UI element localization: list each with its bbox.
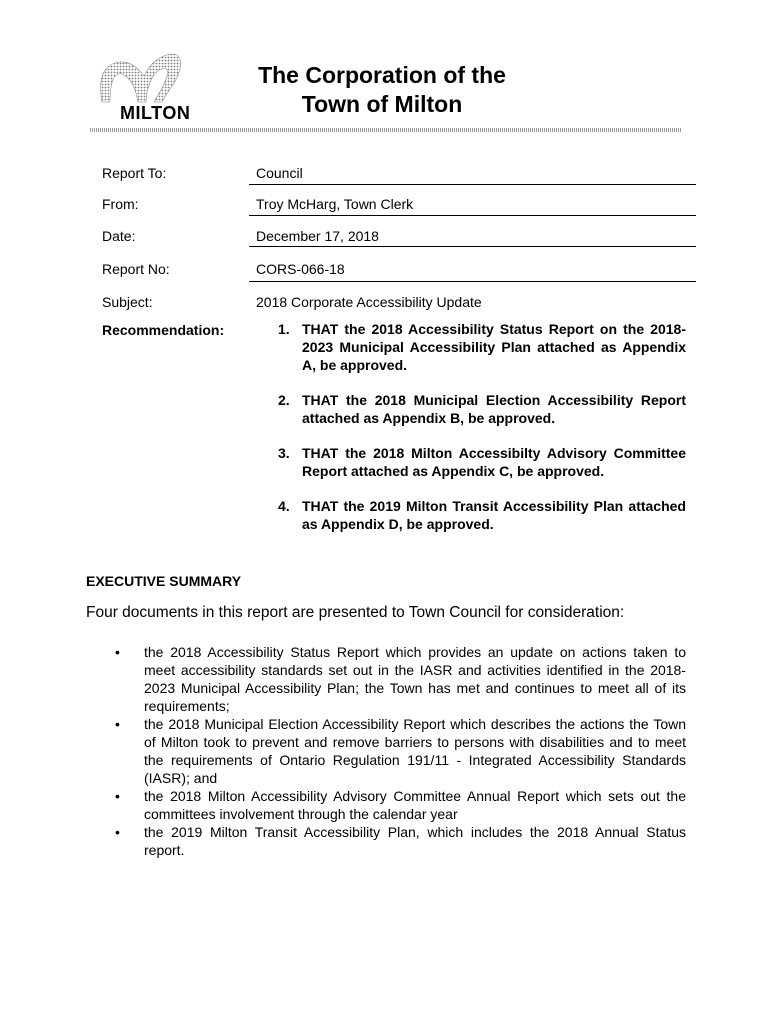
title-line-2: Town of Milton — [301, 91, 463, 117]
recommendation-number: 2. — [278, 392, 290, 408]
list-item-text: the 2019 Milton Transit Accessibility Plan, which includes the 2018 Annual Status report. — [144, 824, 686, 858]
from-label: From: — [102, 196, 139, 212]
date-value: December 17, 2018 — [256, 228, 379, 244]
report-no-label: Report No: — [102, 261, 170, 277]
report-to-value: Council — [256, 165, 303, 181]
recommendation-item — [278, 497, 686, 533]
bullet-icon: • — [115, 716, 120, 732]
recommendation-item — [278, 320, 686, 374]
executive-summary-list — [115, 643, 686, 859]
list-item-text: the 2018 Accessibility Status Report which provides an update on actions taken to meet accessibility standards set out in the IASR and activities identified in the 2018-2023 Municipal Accessibility Plan; the Town has met and continues to meet all of its requirements; — [144, 644, 686, 714]
recommendation-text: THAT the 2018 Municipal Election Accessibility Report attached as Appendix B, be approved. — [302, 392, 686, 426]
field-divider — [249, 281, 696, 282]
list-item-text: the 2018 Municipal Election Accessibility Report which describes the actions the Town of Milton took to prevent and remove barriers to persons with disabilities and to meet the requirements of Ontario Regulation 191/11 - Integrated Accessibility Standards (IASR); and — [144, 716, 686, 786]
recommendation-text: THAT the 2018 Milton Accessibilty Advisory Committee Report attached as Appendix C, be approved. — [302, 445, 686, 479]
report-to-label: Report To: — [102, 165, 167, 181]
field-divider — [249, 215, 696, 216]
title-line-1: The Corporation of the — [258, 62, 506, 88]
recommendation-number: 1. — [278, 321, 290, 337]
bullet-icon: • — [115, 644, 120, 660]
recommendation-number: 4. — [278, 498, 290, 514]
header-divider — [90, 128, 681, 132]
bullet-icon: • — [115, 788, 120, 804]
recommendation-item — [278, 444, 686, 480]
field-divider — [249, 184, 696, 185]
executive-summary-intro: Four documents in this report are presented to Town Council for consideration: — [86, 604, 625, 621]
subject-value: 2018 Corporate Accessibility Update — [256, 294, 482, 310]
list-item — [115, 715, 686, 787]
list-item-text: the 2018 Milton Accessibility Advisory Committee Annual Report which sets out the committees involvement through the calendar year — [144, 788, 686, 822]
subject-label: Subject: — [102, 294, 153, 310]
date-label: Date: — [102, 228, 136, 244]
recommendation-item — [278, 391, 686, 427]
from-value: Troy McHarg, Town Clerk — [256, 196, 414, 212]
list-item — [115, 787, 686, 823]
recommendation-text: THAT the 2019 Milton Transit Accessibility Plan attached as Appendix D, be approved. — [302, 498, 686, 532]
recommendation-label: Recommendation: — [102, 322, 225, 338]
milton-logo — [92, 50, 214, 130]
page-title — [232, 61, 532, 119]
logo-wordmark: MILTON — [120, 103, 191, 123]
executive-summary-heading: EXECUTIVE SUMMARY — [86, 573, 242, 589]
recommendation-number: 3. — [278, 445, 290, 461]
recommendation-list — [278, 320, 686, 550]
list-item — [115, 823, 686, 859]
recommendation-text: THAT the 2018 Accessibility Status Report on the 2018-2023 Municipal Accessibility Plan attached as Appendix A, be approved. — [302, 321, 686, 373]
bullet-icon: • — [115, 824, 120, 840]
list-item — [115, 643, 686, 715]
milton-m-icon — [92, 50, 214, 106]
report-no-value: CORS-066-18 — [256, 261, 345, 277]
field-divider — [249, 246, 696, 247]
